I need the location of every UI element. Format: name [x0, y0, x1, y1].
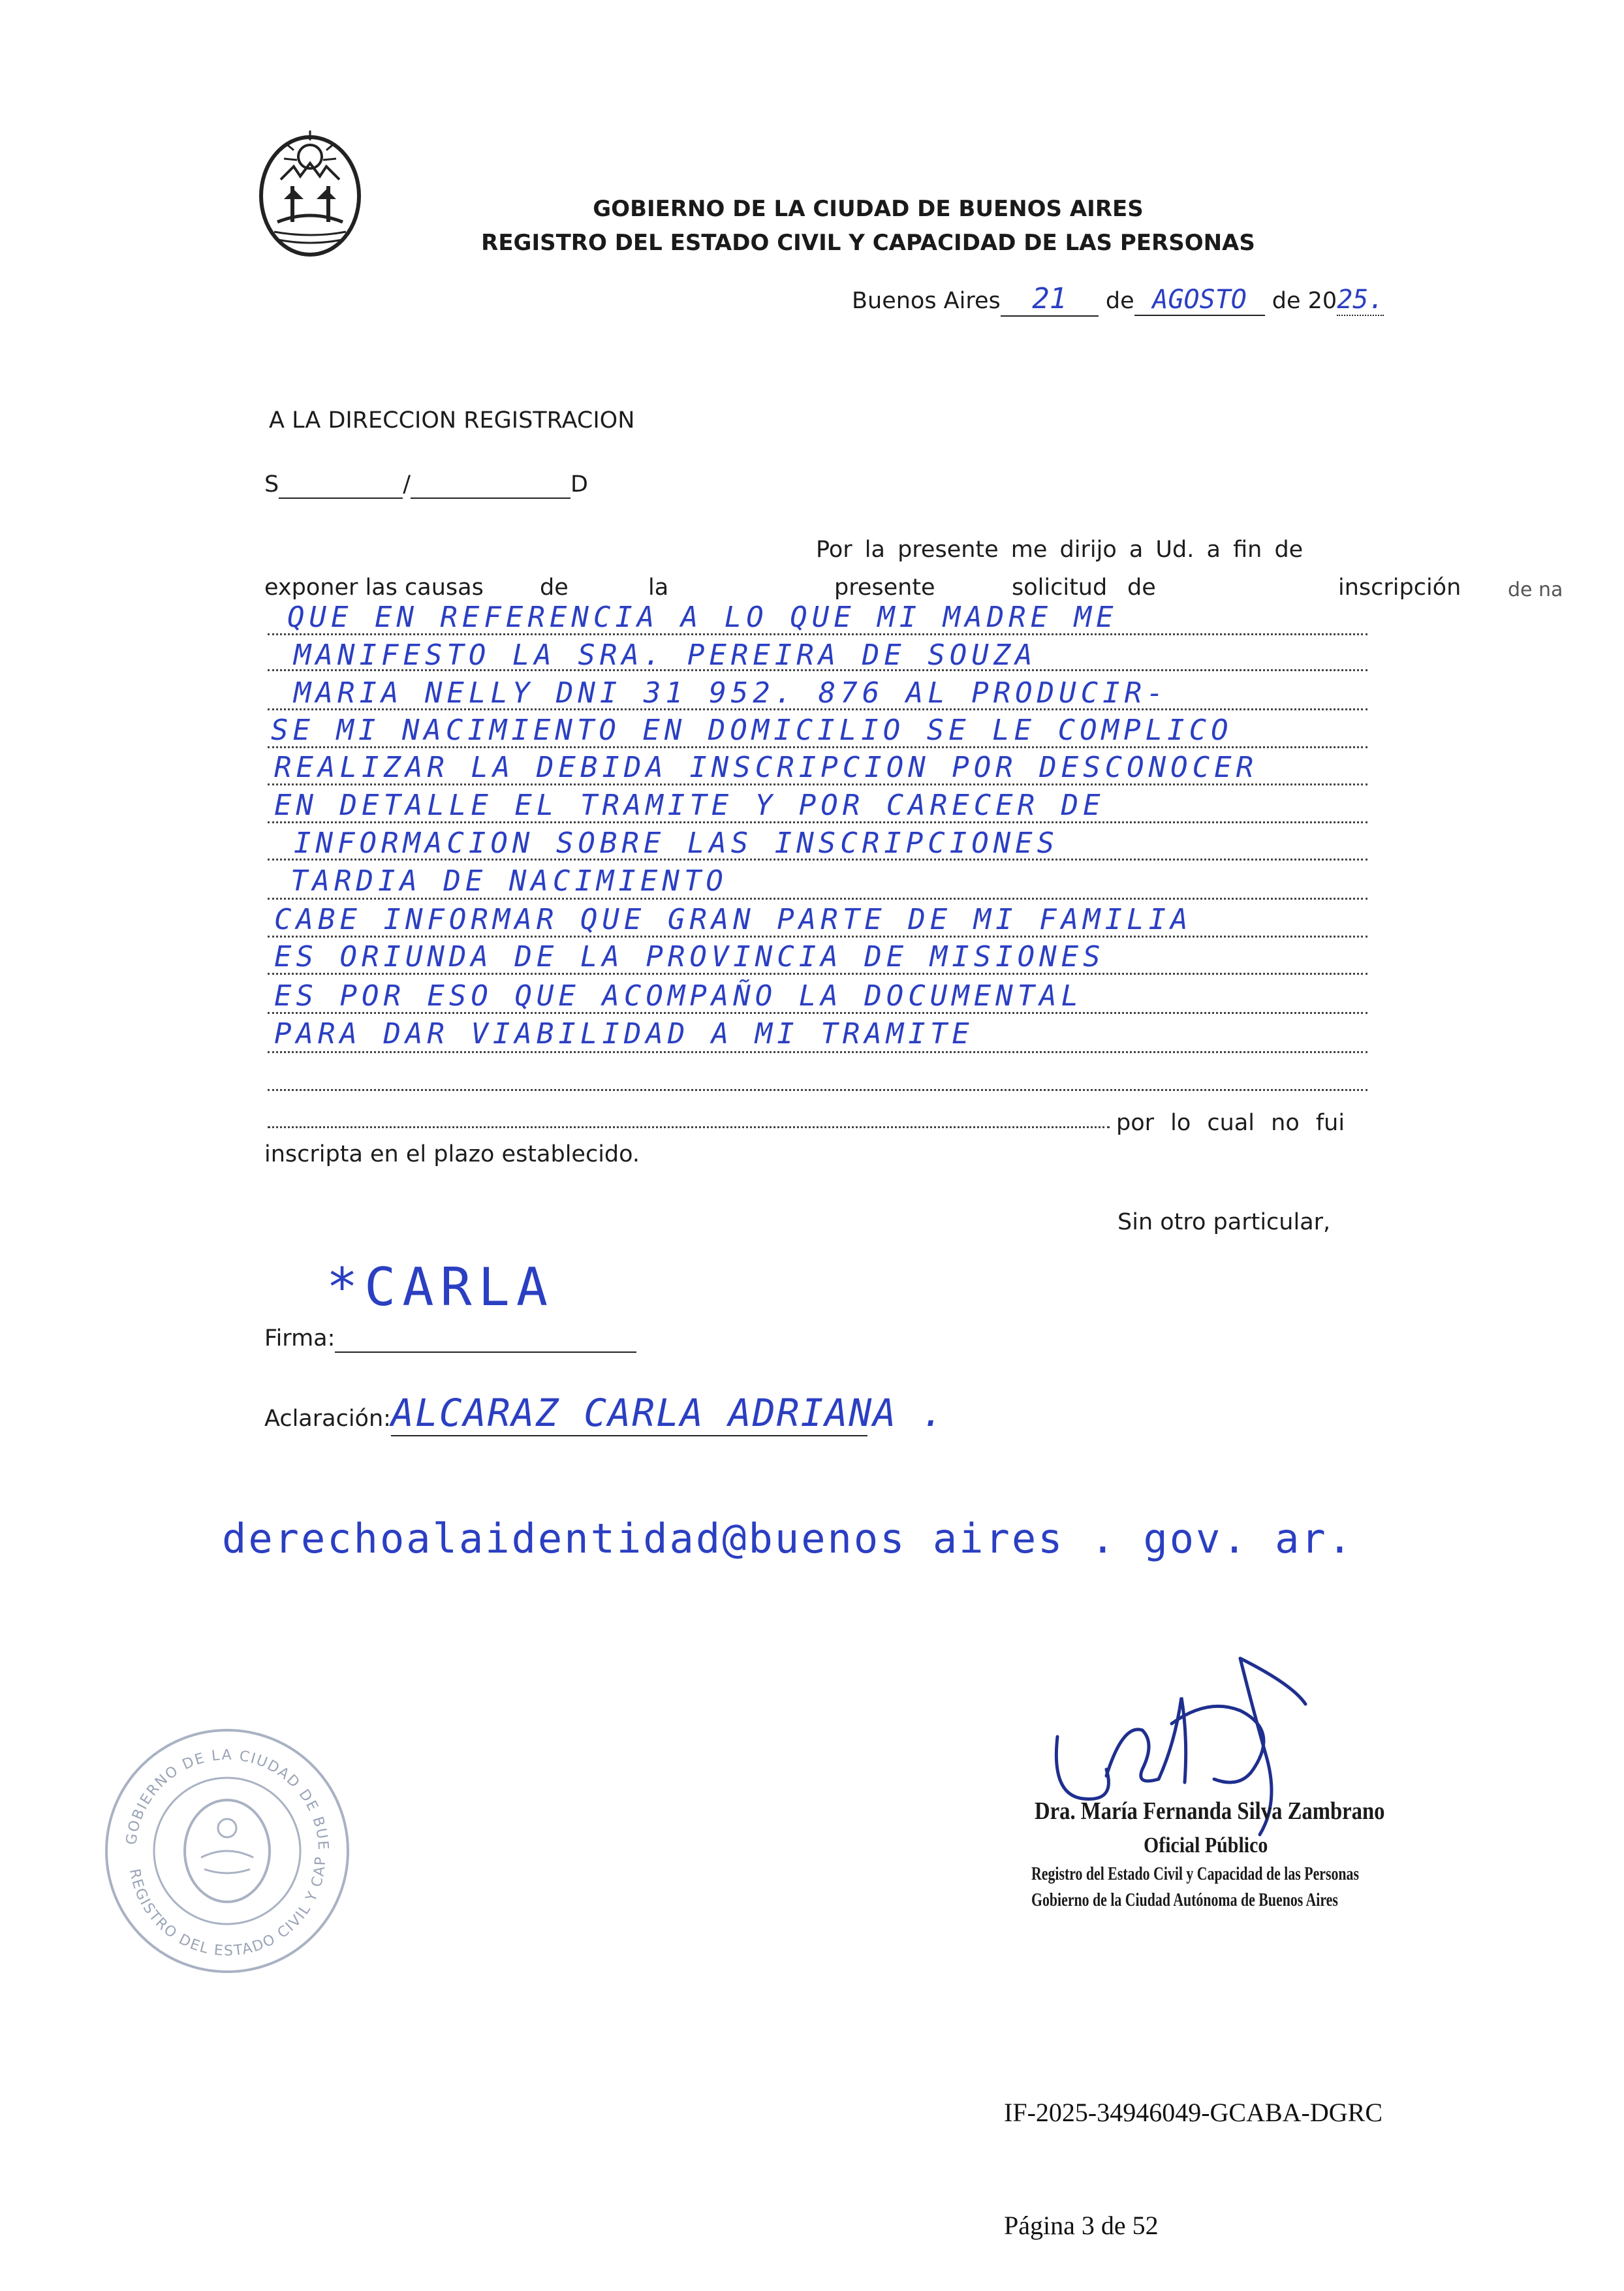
handwritten-line: QUE EN REFERENCIA A LO QUE MI MADRE ME: [287, 601, 1118, 634]
date-prefix: Buenos Aires: [852, 288, 1001, 314]
addressee-d: D: [570, 471, 588, 498]
intro-line-1: Por la presente me dirijo a Ud. a fin de: [816, 537, 1304, 563]
dotted-line: [268, 898, 1367, 900]
intro-word: solicitud: [1012, 575, 1108, 601]
handwritten-line: CABE INFORMAR QUE GRAN PARTE DE MI FAMILIA: [274, 903, 1193, 936]
handwritten-line: MANIFESTO LA SRA. PEREIRA DE SOUZA: [294, 639, 1037, 672]
registry-round-stamp: [97, 1720, 358, 1982]
handwritten-line: ES POR ESO QUE ACOMPAÑO LA DOCUMENTAL: [274, 979, 1084, 1013]
firma-handwritten: *CARLA: [326, 1257, 554, 1318]
stamp-outer-bottom-text: REGISTRO DEL ESTADO CIVIL Y CAP: [126, 1856, 330, 1960]
handwritten-line: PARA DAR VIABILIDAD A MI TRAMITE: [274, 1017, 974, 1051]
official-org-1: Registro del Estado Civil y Capacidad de las Personas: [1031, 1864, 1359, 1884]
intro-word: exponer las causas: [264, 575, 484, 601]
closing-line-2: inscripta en el plazo establecido.: [264, 1141, 640, 1167]
handwritten-line: ES ORIUNDA DE LA PROVINCIA DE MISIONES: [274, 940, 1105, 973]
intro-word: de: [540, 575, 569, 601]
official-title: Oficial Público: [1144, 1833, 1268, 1857]
intro-word: de na: [1508, 578, 1563, 601]
handwritten-line: TARDIA DE NACIMIENTO: [290, 864, 728, 898]
handwritten-email: derechoalaidentidad@buenos aires . gov. ar.: [222, 1515, 1354, 1562]
handwritten-line: REALIZAR LA DEBIDA INSCRIPCION POR DESCONOCER: [274, 751, 1258, 784]
intro-word: presente: [834, 575, 935, 601]
intro-word: de: [1127, 575, 1156, 601]
closing-tail: por lo cual no fui: [1116, 1110, 1345, 1136]
handwritten-line: SE MI NACIMIENTO EN DOMICILIO SE LE COMPLICO: [271, 714, 1233, 747]
sin-otro-particular: Sin otro particular,: [1117, 1209, 1331, 1235]
handwritten-line: INFORMACION SOBRE LAS INSCRIPCIONES: [294, 827, 1059, 860]
intro-word: la: [648, 575, 669, 601]
date-de2: de 20: [1272, 288, 1337, 314]
city-coat-of-arms-icon: [255, 127, 366, 258]
handwritten-line: MARIA NELLY DNI 31 952. 876 AL PRODUCIR-: [294, 676, 1168, 710]
aclaracion-handwritten: ALCARAZ CARLA ADRIANA .: [390, 1391, 946, 1435]
firma-label: Firma:: [264, 1325, 336, 1351]
date-de1: de: [1105, 288, 1134, 314]
aclaracion-label: Aclaración:: [264, 1406, 391, 1432]
date-month: AGOSTO: [1152, 285, 1247, 315]
official-name: Dra. María Fernanda Silva Zambrano: [1035, 1797, 1385, 1825]
date-day: 21: [1032, 282, 1067, 315]
addressee-line: A LA DIRECCION REGISTRACION: [269, 407, 635, 434]
header-government: GOBIERNO DE LA CIUDAD DE BUENOS AIRES: [593, 196, 1144, 222]
header-registry: REGISTRO DEL ESTADO CIVIL Y CAPACIDAD DE LAS PERSONAS: [481, 230, 1255, 256]
dotted-line: [268, 1089, 1367, 1091]
dotted-line: [268, 1126, 1110, 1128]
aclaracion-line: [264, 1391, 946, 1436]
document-id: IF-2025-34946049-GCABA-DGRC: [1004, 2098, 1382, 2127]
date-year: 25.: [1337, 285, 1384, 315]
addressee-slash: /: [403, 471, 411, 498]
stamp-outer-top-text: GOBIERNO DE LA CIUDAD DE BUE: [123, 1746, 332, 1852]
handwritten-line: EN DETALLE EL TRAMITE Y POR CARECER DE: [274, 789, 1105, 822]
date-line: [852, 282, 1384, 317]
addressee-s: S: [264, 471, 279, 498]
official-org-2: Gobierno de la Ciudad Autónoma de Buenos Aires: [1031, 1890, 1338, 1910]
intro-word: inscripción: [1338, 575, 1461, 601]
s-slash-d-line: [264, 471, 588, 499]
page-number: Página 3 de 52: [1004, 2211, 1159, 2240]
firma-line: [264, 1325, 636, 1353]
dotted-line: [268, 1051, 1367, 1053]
